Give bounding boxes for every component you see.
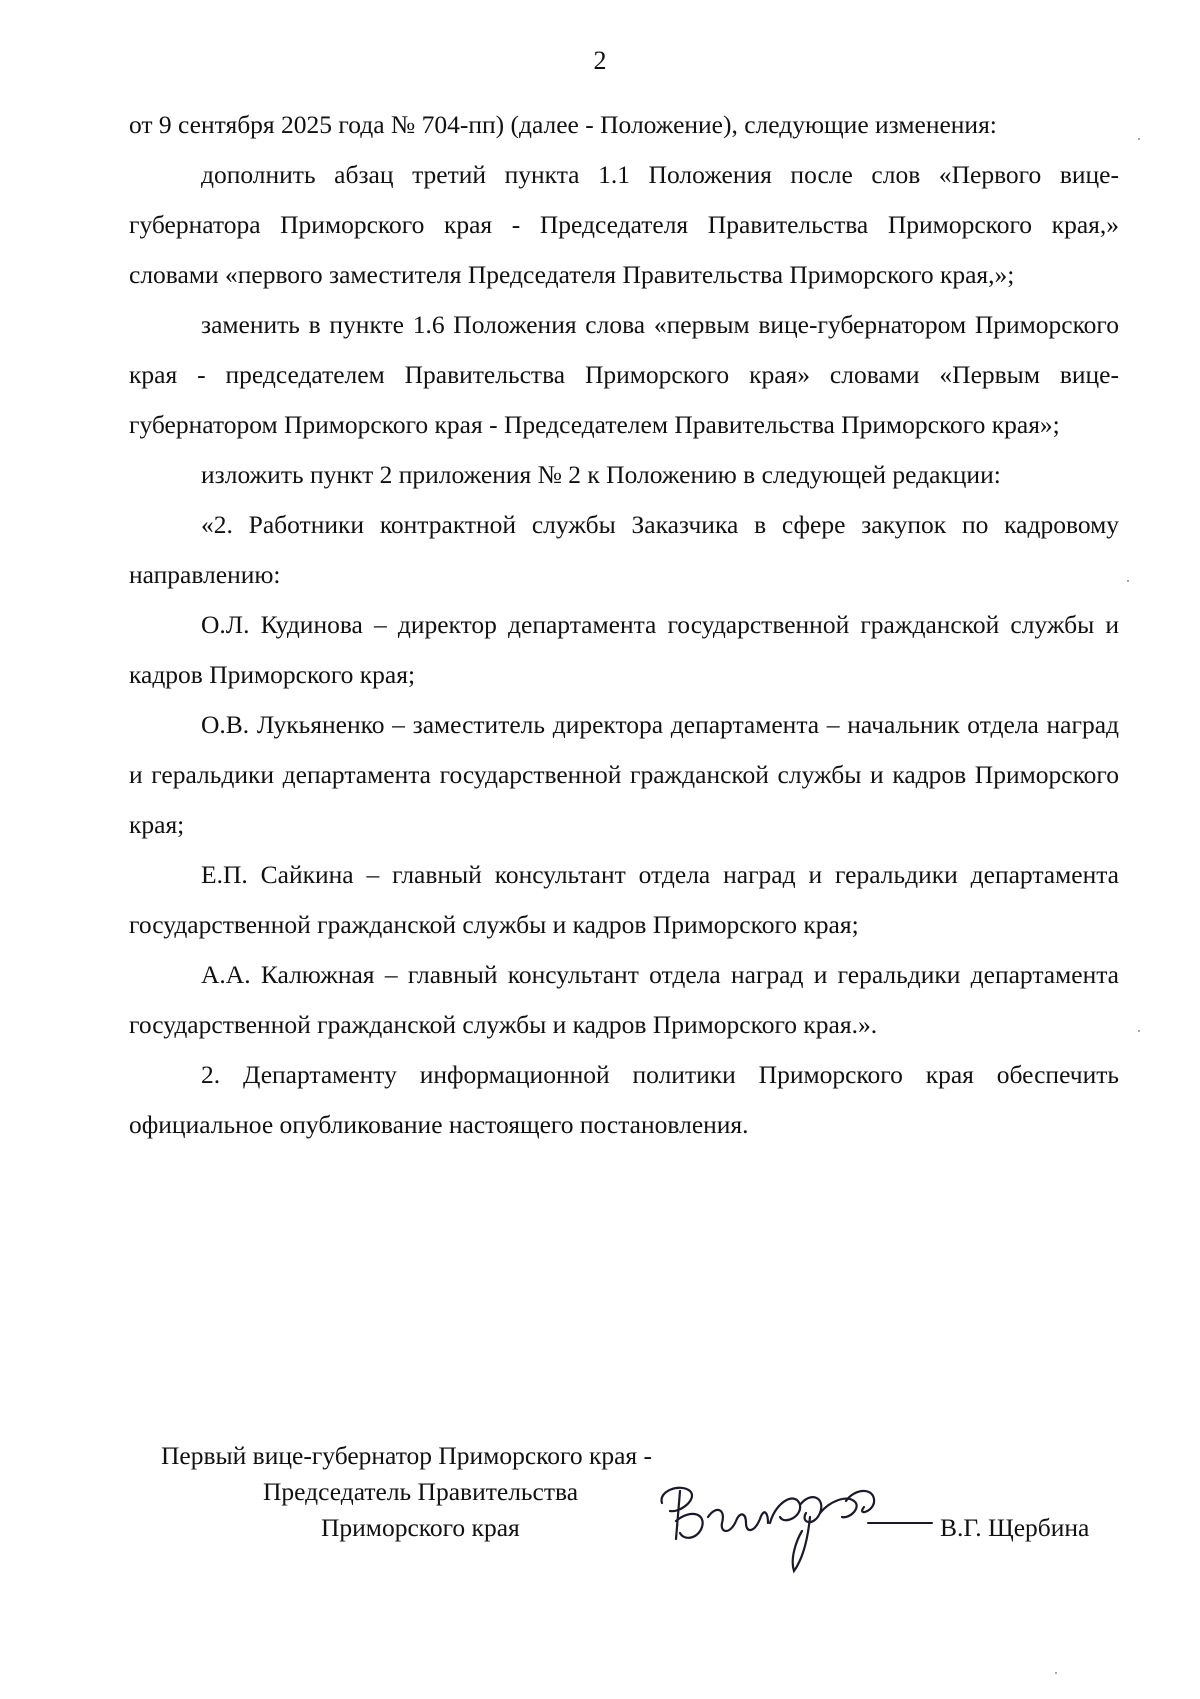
paragraph-member-kudinova: О.Л. Кудинова – директор департамента государственной гражданской службы и кадров Приморского края;	[129, 610, 1119, 689]
signature-block	[0, 1441, 1200, 1591]
scan-speck	[1055, 1672, 1057, 1674]
signatory-name: В.Г. Щербина	[940, 1513, 1090, 1542]
paragraph-member-lukyanenko: О.В. Лукьяненко – заместитель директора департамента – начальник отдела наград и геральдики департамента государственной гражданской службы и кадров Приморского края;	[129, 710, 1119, 839]
signatory-title-line-3: Приморского края	[321, 1513, 520, 1542]
paragraph-contract-service: «2. Работники контрактной службы Заказчика в сфере закупок по кадровому направлению:	[129, 510, 1119, 589]
paragraph-intro: от 9 сентября 2025 года № 704-пп) (далее - Положение), следующие изменения:	[129, 110, 997, 139]
scan-speck	[1127, 580, 1129, 582]
paragraph-publication: 2. Департаменту информационной политики Приморского края обеспечить официальное опубликование настоящего постановления.	[129, 1060, 1119, 1139]
page-number: 2	[593, 46, 607, 75]
paragraph-amendment-1-6: заменить в пункте 1.6 Положения слова «первым вице-губернатором Приморского края - председателем Правительства Приморского края» словами «Первым вице-губернатором Приморского края - Председателем Правительства Приморского края»;	[129, 310, 1119, 439]
handwritten-signature-icon	[650, 1461, 950, 1581]
paragraph-member-kalyuzhnaya: А.А. Калюжная – главный консультант отдела наград и геральдики департамента государственной гражданской службы и кадров Приморского края.».	[129, 960, 1119, 1039]
scan-speck	[1138, 1030, 1140, 1032]
signatory-title-line-1: Первый вице-губернатор Приморского края -	[161, 1441, 652, 1470]
document-body	[129, 100, 1119, 1150]
signatory-title-line-2: Председатель Правительства	[263, 1477, 579, 1506]
paragraph-member-saikina: Е.П. Сайкина – главный консультант отдела наград и геральдики департамента государственной гражданской службы и кадров Приморского края;	[129, 860, 1119, 939]
scan-speck	[1138, 138, 1140, 140]
paragraph-amendment-1-1: дополнить абзац третий пункта 1.1 Положения после слов «Первого вице-губернатора Приморского края - Председателя Правительства Приморского края,» словами «первого заместителя Председателя Правительства Приморского края,»;	[129, 160, 1119, 289]
paragraph-appendix-edit: изложить пункт 2 приложения № 2 к Положению в следующей редакции:	[201, 460, 1001, 489]
